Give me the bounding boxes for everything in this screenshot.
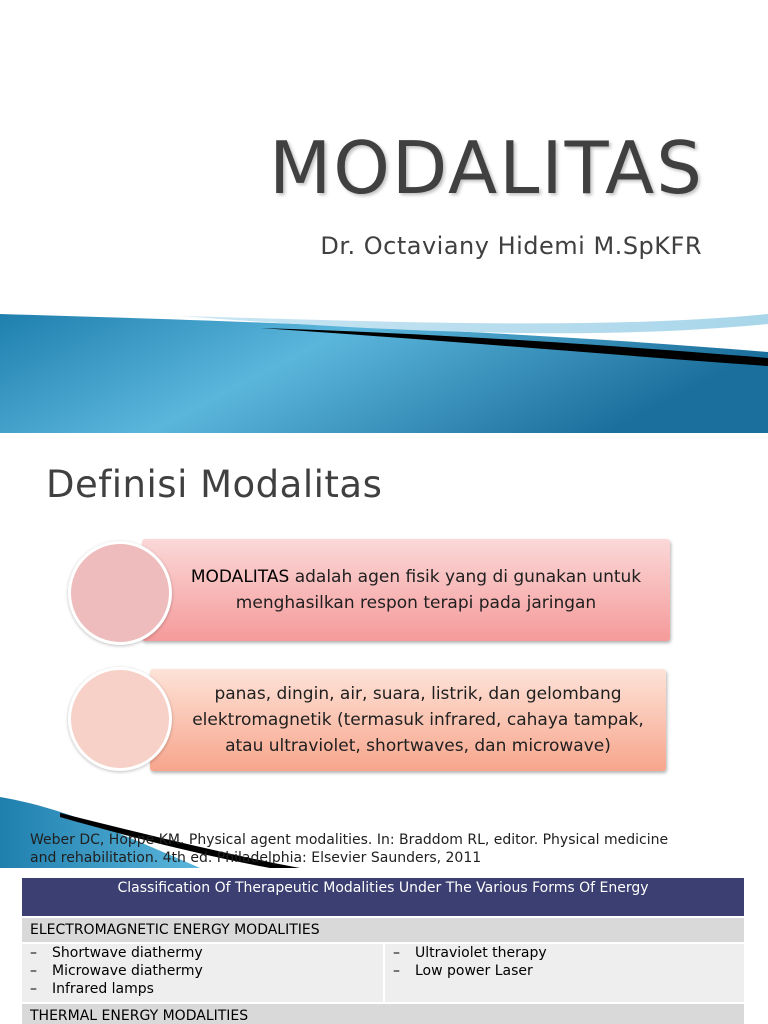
title-slide [0,0,768,433]
definition-slide [0,433,768,868]
reference-line2: and rehabilitation. 4th ed. Philadelphia: Elsevier Saunders, 2011 [30,850,482,866]
examples-line3: atau ultraviolet, shortwaves, dan microwave) [225,736,611,756]
section-thermal: THERMAL ENERGY MODALITIES [22,1002,744,1024]
callout-text-line2: menghasilkan respon terapi pada jaringan [235,593,597,613]
classification-slide [0,868,768,1024]
definition-callout [142,539,670,641]
reference-line1: Weber DC, Hoppe KM. Physical agent modalities. In: Braddom RL, editor. Physical medicine [30,832,669,848]
list-item: – Shortwave diathermy [30,944,383,962]
callout-text-line1: adalah agen fisik yang di gunakan untuk [289,567,642,587]
decorative-wave-banner [0,300,768,433]
section-electromagnetic: ELECTROMAGNETIC ENERGY MODALITIES [22,916,744,942]
slide-subtitle: Dr. Octaviany Hidemi M.SpKFR [320,232,702,260]
reference-citation [30,831,750,867]
left-column [22,944,383,1002]
callout-keyword: MODALITAS [190,567,290,587]
examples-callout [150,669,666,771]
slide-heading: Definisi Modalitas [46,463,383,506]
examples-line1: panas, dingin, air, suara, listrik, dan gelombang [214,684,622,704]
decorative-circle [68,667,172,771]
right-column [383,944,744,1002]
slide-title: MODALITAS [269,126,704,210]
decorative-circle [68,541,172,645]
list-item: – Microwave diathermy [30,962,383,980]
classification-table [22,878,744,1024]
table-row [22,942,744,1002]
list-item: – Low power Laser [393,962,744,980]
list-item: – Ultraviolet therapy [393,944,744,962]
table-header: Classification Of Therapeutic Modalities Under The Various Forms Of Energy [22,878,744,916]
examples-line2: elektromagnetik (termasuk infrared, cahaya tampak, [192,710,644,730]
list-item: – Infrared lamps [30,980,383,998]
